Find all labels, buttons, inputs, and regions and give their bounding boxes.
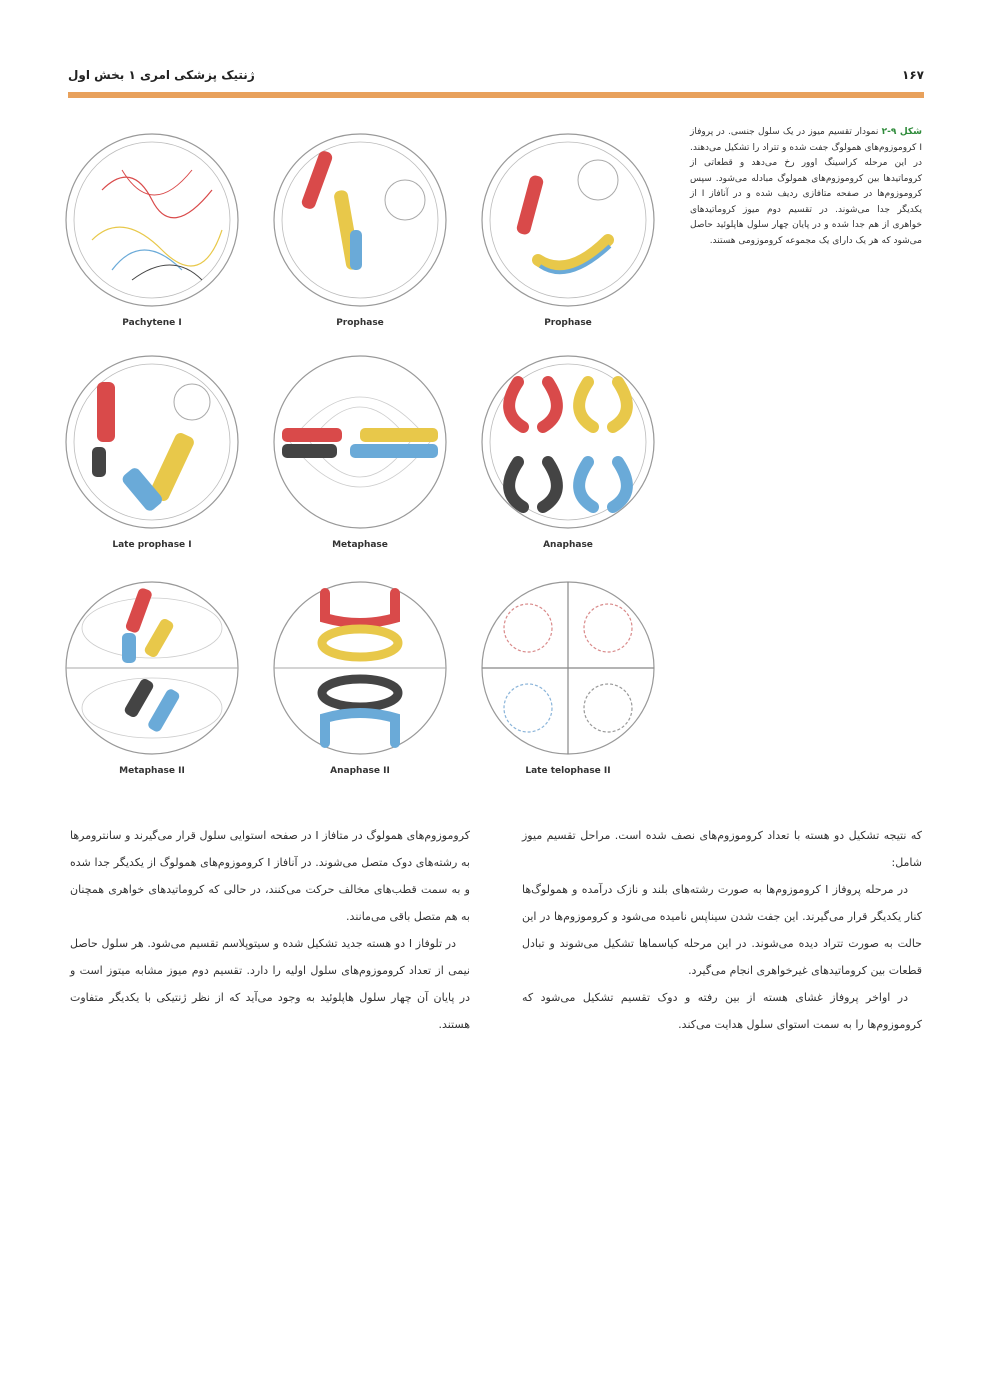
body-column-right [522,822,922,1038]
cell-metaphase-drawing [270,352,450,532]
cell-pachytene-drawing [62,130,242,310]
running-title: ژنتیک پزشکی امری ۱ بخش اول [68,68,255,82]
paragraph: کروموزوم‌های همولوگ در متافاز I در صفحه استوایی سلول قرار می‌گیرند و سانترومرها به رشته‌های دوک متصل می‌شوند. در آنافاز I کروموزوم‌های همولوگ از یکدیگر جدا شده و به سمت قطب‌های مخالف حرکت می‌کنند، در حالی که کروماتیدهای خواهری همچنان به هم متصل باقی می‌مانند. [70,829,471,923]
cell-anaphase-drawing [478,352,658,532]
cell-late-telophase-2-drawing [478,578,658,758]
figure-cell-late-prophase [62,352,242,562]
page-header [68,60,924,90]
figure-label: Metaphase [332,540,388,550]
body-column-left [70,822,470,1038]
paragraph: در مرحله پروفاز I کروموزوم‌ها به صورت رشته‌های بلند و نازک درآمده و همولوگ‌ها کنار یکدیگر قرار می‌گیرند. این جفت شدن سیناپس نامیده می‌شود و کروموزوم‌ها در این حالت به صورت تتراد دیده می‌شوند. در این مرحله کیاسماها تشکیل می‌شوند و تبادل قطعات بین کروماتیدهای غیرخواهری انجام می‌گیرد. [522,883,922,977]
figure-label: Prophase [336,318,384,328]
paragraph: در اواخر پروفاز غشای هسته از بین رفته و دوک تقسیم تشکیل می‌شود که کروموزوم‌ها را به سمت استوای سلول هدایت می‌کند. [522,991,922,1031]
figure-cell-metaphase-2 [62,578,242,788]
figure-cell-late-telophase-2 [478,578,658,788]
figure-label: Anaphase II [330,766,390,776]
figure-label: Late telophase II [525,766,611,776]
figure-label: Metaphase II [119,766,185,776]
cell-late-prophase-drawing [62,352,242,532]
figure-label: Prophase [544,318,592,328]
cell-anaphase-2-drawing [270,578,450,758]
figure-cell-metaphase [270,352,450,562]
cell-prophase-a-drawing [270,130,450,310]
figure-cell-prophase-a [270,130,450,340]
figure-cell-anaphase-2 [270,578,450,788]
caption-heading: شکل ۹-۲ [881,127,922,137]
caption-text: نمودار تقسیم میوز در یک سلول جنسی. در پروفاز I کروموزوم‌های همولوگ جفت شده و تتراد را تشکیل می‌دهند. در این مرحله کراسینگ اوور رخ می‌دهد و قطعاتی از کروماتیدها بین کروموزوم‌های همولوگ مبادله می‌شود. سپس کروموزوم‌ها در صفحه متافازی ردیف شده و در آنافاز I از یکدیگر جدا می‌شوند. در تقسیم دوم میوز کروماتیدهای خواهری از هم جدا شده و در پایان چهار سلول هاپلوئید حاصل می‌شود که هر یک دارای یک مجموعه کروموزومی هستند. [690,127,922,246]
figure-cell-anaphase [478,352,658,562]
header-rule [68,92,924,98]
page-number: ۱۶۷ [902,68,924,82]
figure-label: Anaphase [543,540,593,550]
figure-label: Late prophase I [112,540,192,550]
paragraph: در تلوفاز I دو هسته جدید تشکیل شده و سیتوپلاسم تقسیم می‌شود. هر سلول حاصل نیمی از تعداد کروموزوم‌های سلول اولیه را دارد. تقسیم دوم میوز مشابه میتوز است و در پایان آن چهار سلول هاپلوئید به وجود می‌آید که از نظر ژنتیکی با یکدیگر متفاوت هستند. [70,937,470,1031]
figure-caption [690,125,922,249]
cell-prophase-b-drawing [478,130,658,310]
figure-cell-prophase-b [478,130,658,340]
paragraph: که نتیجه تشکیل دو هسته با تعداد کروموزوم‌های نصف شده است. مراحل تقسیم میوز شامل: [522,829,922,869]
figure-cell-pachytene [62,130,242,340]
cell-metaphase-2-drawing [62,578,242,758]
meiosis-figure [62,120,662,800]
figure-label: Pachytene I [122,318,182,328]
